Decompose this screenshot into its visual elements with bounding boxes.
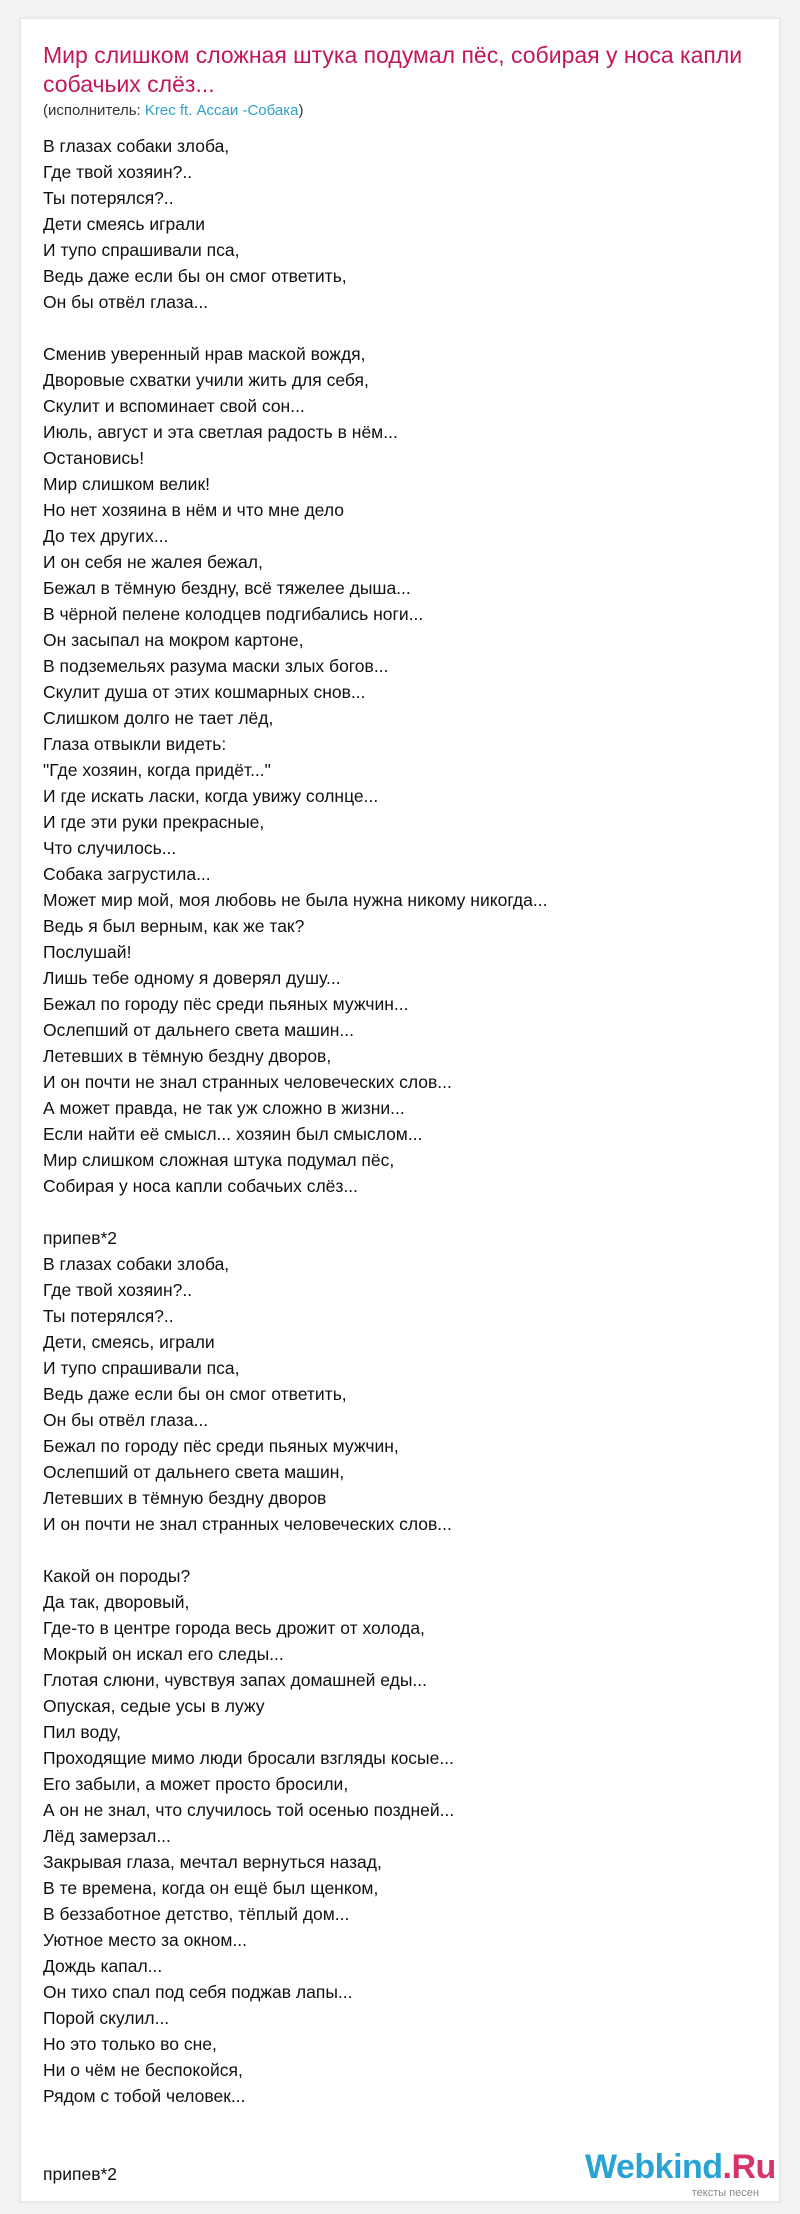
logo-tld: .Ru [722, 2148, 776, 2186]
lyric-line: Летевших в тёмную бездну дворов [43, 1488, 327, 1508]
lyric-line: Дождь капал... [43, 1956, 163, 1976]
lyric-line: Где твой хозяин?.. [43, 162, 193, 182]
lyric-line [43, 1537, 763, 1563]
lyric-line: И он почти не знал странных человеческих слов... [43, 1514, 452, 1534]
lyric-line: Его забыли, а может просто бросили, [43, 1774, 349, 1794]
lyric-line: Да так, дворовый, [43, 1592, 190, 1612]
lyric-line: Бежал по городу пёс среди пьяных мужчин, [43, 1436, 399, 1456]
lyric-line: Собака загрустила... [43, 864, 211, 884]
lyric-line [43, 315, 763, 341]
lyric-line: Если найти её смысл... хозяин был смыслом... [43, 1124, 423, 1144]
lyric-line: Он бы отвёл глаза... [43, 1410, 209, 1430]
lyric-line: И он себя не жалея бежал, [43, 552, 263, 572]
lyric-line: Глаза отвыкли видеть: [43, 734, 227, 754]
lyric-line: Летевших в тёмную бездну дворов, [43, 1046, 332, 1066]
lyric-line: Пил воду, [43, 1722, 121, 1742]
site-logo[interactable] [585, 2147, 776, 2201]
lyric-line: Июль, август и эта светлая радость в нём... [43, 422, 398, 442]
lyric-line: В глазах собаки злоба, [43, 1254, 230, 1274]
lyric-line: Ослепший от дальнего света машин, [43, 1462, 345, 1482]
lyric-line: Бежал в тёмную бездну, всё тяжелее дыша... [43, 578, 411, 598]
lyric-line: Закрывая глаза, мечтал вернуться назад, [43, 1852, 382, 1872]
logo-tagline: тексты песен [691, 2187, 759, 2199]
lyric-line: Бежал по городу пёс среди пьяных мужчин... [43, 994, 409, 1014]
lyric-line: Ты потерялся?.. [43, 188, 174, 208]
lyric-line: Какой он породы? [43, 1566, 191, 1586]
lyric-line: В те времена, когда он ещё был щенком, [43, 1878, 379, 1898]
credits-suffix: ) [298, 102, 304, 119]
lyric-line: Скулит душа от этих кошмарных снов... [43, 682, 366, 702]
lyric-line: И тупо спрашивали пса, [43, 1358, 240, 1378]
credits-prefix: (исполнитель: [43, 102, 145, 119]
lyric-line [43, 2109, 763, 2135]
lyric-line: Уютное место за окном... [43, 1930, 248, 1950]
lyric-line: И где эти руки прекрасные, [43, 812, 265, 832]
credits [43, 101, 303, 121]
song-title: Мир слишком сложная штука подумал пёс, собирая у носа капли собачьих слёз... [43, 42, 743, 97]
lyric-line: Что случилось... [43, 838, 177, 858]
lyric-line: Но это только во сне, [43, 2034, 217, 2054]
lyric-line: Слишком долго не тает лёд, [43, 708, 274, 728]
logo-name: Webkind [585, 2148, 723, 2186]
lyric-line: припев*2 [43, 1228, 118, 1248]
lyric-line: Но нет хозяина в нём и что мне дело [43, 500, 344, 520]
lyric-line: Мир слишком сложная штука подумал пёс, [43, 1150, 395, 1170]
lyric-line: А он не знал, что случилось той осенью поздней... [43, 1800, 455, 1820]
lyrics-text [43, 133, 763, 2187]
lyric-line: И где искать ласки, когда увижу солнце... [43, 786, 379, 806]
lyric-line: припев*2 [43, 2164, 118, 2184]
lyric-line: Мокрый он искал его следы... [43, 1644, 284, 1664]
lyric-line: Скулит и вспоминает свой сон... [43, 396, 305, 416]
lyric-line: Дворовые схватки учили жить для себя, [43, 370, 369, 390]
logo-wordmark [585, 2147, 776, 2187]
lyrics-card [20, 18, 780, 2202]
lyric-line: И тупо спрашивали пса, [43, 240, 240, 260]
lyric-line: Где твой хозяин?.. [43, 1280, 193, 1300]
lyric-line: Проходящие мимо люди бросали взгляды косые... [43, 1748, 454, 1768]
lyric-line [43, 1199, 763, 1225]
lyric-line: Мир слишком велик! [43, 474, 210, 494]
lyric-line: Порой скулил... [43, 2008, 170, 2028]
lyric-line: Он бы отвёл глаза... [43, 292, 209, 312]
lyric-line: Ни о чём не беспокойся, [43, 2060, 243, 2080]
lyric-line: В чёрной пелене колодцев подгибались ноги... [43, 604, 424, 624]
lyric-line: Собирая у носа капли собачьих слёз... [43, 1176, 358, 1196]
lyric-line: В глазах собаки злоба, [43, 136, 230, 156]
lyric-line: Дети смеясь играли [43, 214, 205, 234]
lyric-line: Где-то в центре города весь дрожит от холода, [43, 1618, 425, 1638]
lyric-line: Послушай! [43, 942, 132, 962]
lyric-line: Глотая слюни, чувствуя запах домашней еды... [43, 1670, 428, 1690]
lyric-line: В беззаботное детство, тёплый дом... [43, 1904, 350, 1924]
lyric-line: До тех других... [43, 526, 169, 546]
artist-link[interactable]: Krec ft. Ассаи -Собака [144, 102, 299, 119]
lyric-line: А может правда, не так уж сложно в жизни... [43, 1098, 405, 1118]
lyric-line: Лёд замерзал... [43, 1826, 171, 1846]
lyric-line: Ведь даже если бы он смог ответить, [43, 266, 347, 286]
lyric-line: Сменив уверенный нрав маской вождя, [43, 344, 366, 364]
lyric-line: И он почти не знал странных человеческих слов... [43, 1072, 452, 1092]
lyric-line: Ведь даже если бы он смог ответить, [43, 1384, 347, 1404]
lyric-line: Он тихо спал под себя поджав лапы... [43, 1982, 353, 2002]
lyric-line: Остановись! [43, 448, 145, 468]
lyric-line: Он засыпал на мокром картоне, [43, 630, 304, 650]
lyric-line: Рядом с тобой человек... [43, 2086, 246, 2106]
lyric-line: Ведь я был верным, как же так? [43, 916, 305, 936]
lyric-line: Ты потерялся?.. [43, 1306, 174, 1326]
lyric-line: В подземельях разума маски злых богов... [43, 656, 389, 676]
lyric-line: Ослепший от дальнего света машин... [43, 1020, 354, 1040]
lyric-line: Дети, смеясь, играли [43, 1332, 215, 1352]
lyric-line: Может мир мой, моя любовь не была нужна никому никогда... [43, 890, 548, 910]
lyric-line: Опуская, седые усы в лужу [43, 1696, 265, 1716]
lyric-line: Лишь тебе одному я доверял душу... [43, 968, 341, 988]
lyric-line: "Где хозяин, когда придёт..." [43, 760, 271, 780]
